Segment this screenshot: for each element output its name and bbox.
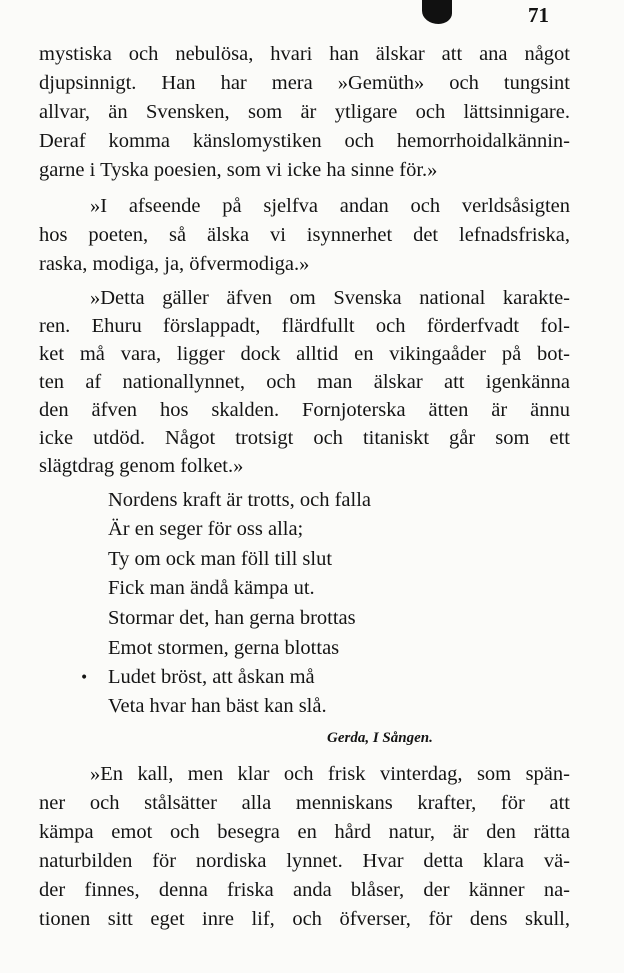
verse-line: Nordens kraft är trotts, och falla	[108, 489, 371, 511]
text-line: hos poeten, så älska vi isynnerhet det lefnadsfriska,	[39, 224, 570, 246]
text-line: naturbilden för nordiska lynnet. Hvar detta klara vä-	[39, 850, 570, 872]
verse-line: Stormar det, han gerna brottas	[108, 607, 356, 629]
text-line: djupsinnigt. Han har mera »Gemüth» och tungsint	[39, 72, 570, 94]
text-line: kämpa emot och besegra en hård natur, är den rätta	[39, 821, 570, 843]
text-line: »En kall, men klar och frisk vinterdag, som spän-	[90, 763, 570, 785]
ink-blot	[422, 0, 452, 24]
text-line: den äfven hos skalden. Fornjoterska ätten är ännu	[39, 399, 570, 421]
verse-line: Ty om ock man föll till slut	[108, 548, 333, 570]
text-line: ner och stålsätter alla menniskans krafter, för att	[39, 792, 570, 814]
text-line: ren. Ehuru förslappadt, flärdfullt och förderfvadt fol-	[39, 315, 570, 337]
verse-source: Gerda, I Sången.	[327, 730, 433, 746]
text-line: slägtdrag genom folket.»	[39, 455, 244, 477]
verse-line: Är en seger för oss alla;	[108, 518, 304, 540]
verse-line: Veta hvar han bäst kan slå.	[108, 695, 327, 717]
verse-line: Emot stormen, gerna blottas	[108, 637, 340, 659]
text-line: ten af nationallynnet, och man älskar att igenkänna	[39, 371, 570, 393]
text-line: icke utdöd. Något trotsigt och titaniskt går som ett	[39, 427, 570, 449]
text-line: tionen sitt eget inre lif, och öfverser, för dens skull,	[39, 908, 570, 930]
text-line: allvar, än Svensken, som är ytligare och lättsinnigare.	[39, 101, 570, 123]
text-line: garne i Tyska poesien, som vi icke ha sinne för.»	[39, 159, 438, 181]
verse-line: Fick man ändå kämpa ut.	[108, 577, 315, 599]
text-line: »Detta gäller äfven om Svenska national karakte-	[90, 287, 570, 309]
text-line: der finnes, denna friska anda blåser, der känner na-	[39, 879, 570, 901]
page-number: 71	[528, 3, 549, 27]
stray-mark: •	[80, 670, 89, 686]
text-line: mystiska och nebulösa, hvari han älskar att ana något	[39, 43, 570, 65]
text-line: ket må vara, ligger dock alltid en vikingaåder på bot-	[39, 343, 570, 365]
verse-line: Ludet bröst, att åskan må	[108, 666, 315, 688]
text-line: »I afseende på sjelfva andan och verldsåsigten	[90, 195, 570, 217]
text-line: raska, modiga, ja, öfvermodiga.»	[39, 253, 310, 275]
text-line: Deraf komma känslomystiken och hemorrhoidalkännin-	[39, 130, 570, 152]
